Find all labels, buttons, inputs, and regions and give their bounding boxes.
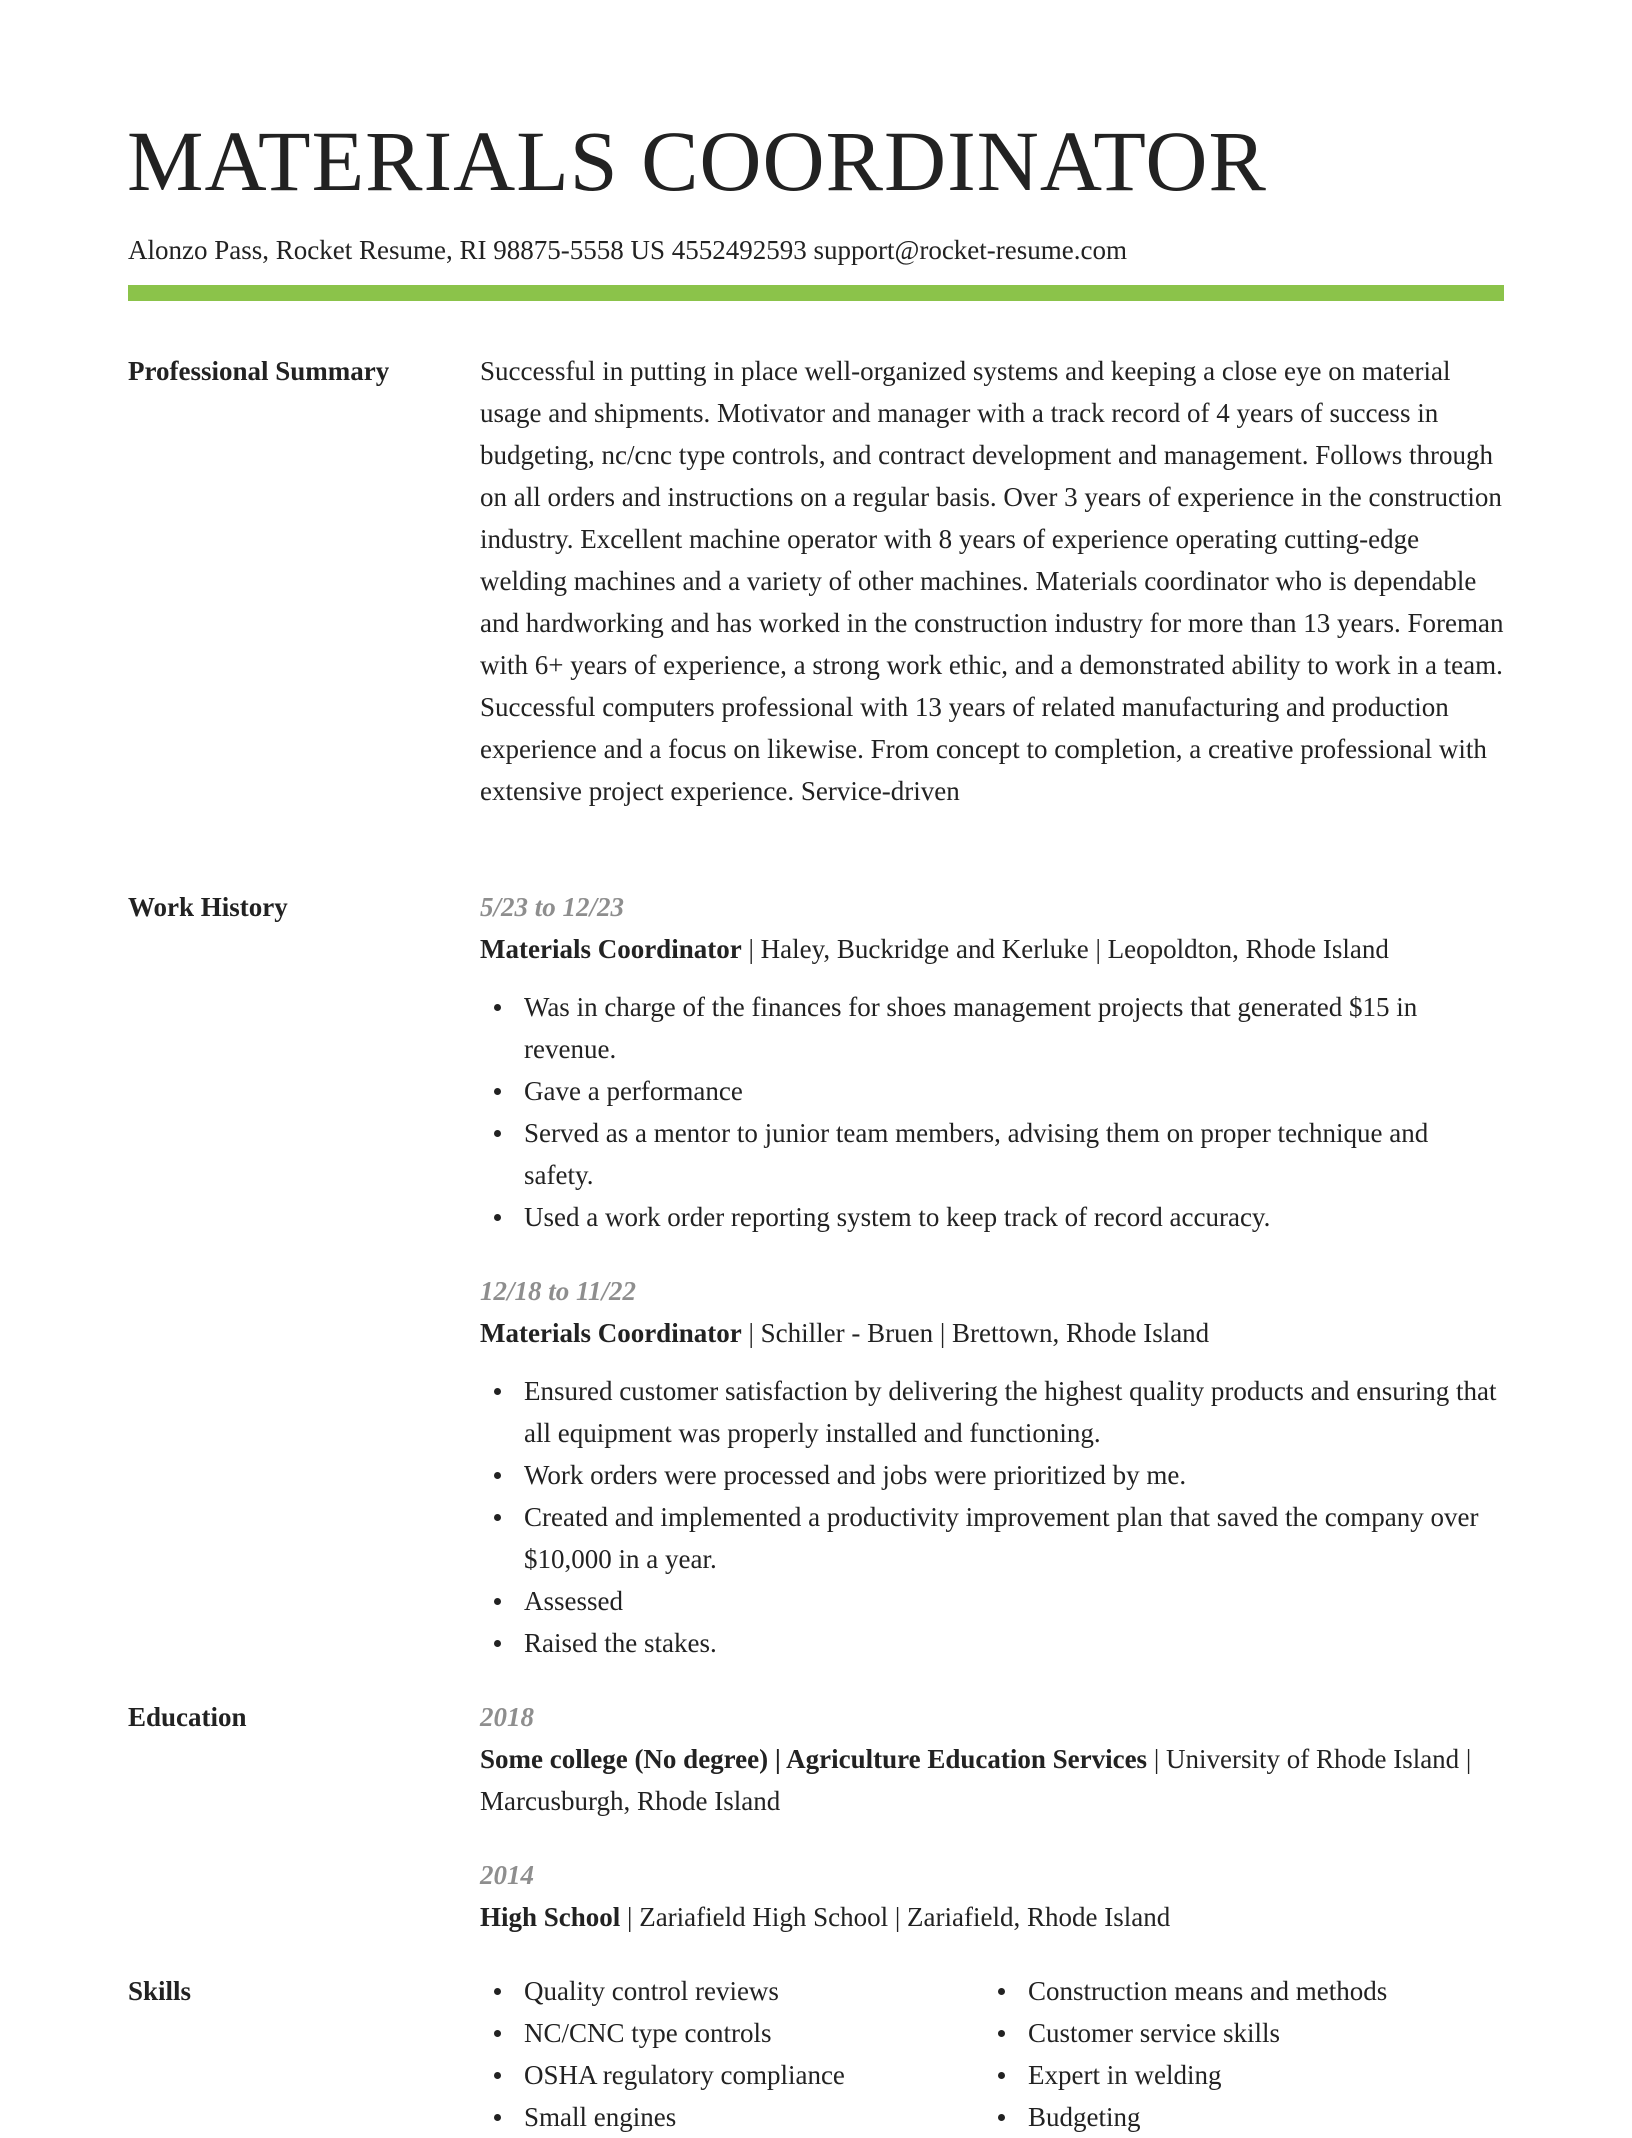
list-item: Small engines bbox=[480, 2096, 980, 2138]
job-heading bbox=[480, 1312, 1504, 1354]
education-school-location: | Zariafield High School | Zariafield, Rhode Island bbox=[620, 1902, 1171, 1932]
list-item: Construction means and methods bbox=[984, 1970, 1504, 2012]
contact-line: Alonzo Pass, Rocket Resume, RI 98875-5558 US 4552492593 support@rocket-resume.com bbox=[128, 235, 1127, 265]
list-item: Customer service skills bbox=[984, 2012, 1504, 2054]
summary-text: Successful in putting in place well-organized systems and keeping a close eye on material usage and shipments. Motivator and manager with a track record of 4 years of success in budgeting, nc/cnc type controls, and contract development and management. Follows through on all orders and instructions on a regular basis. Over 3 years of experience in the construction industry. Excellent machine operator with 8 years of experience operating cutting-edge welding machines and a variety of other machines. Materials coordinator who is dependable and hardworking and has worked in the construction industry for more than 13 years. Foreman with 6+ years of experience, a strong work ethic, and a demonstrated ability to work in a team. Successful computers professional with 13 years of related manufacturing and production experience and a focus on likewise. From concept to completion, a creative professional with extensive project experience. Service-driven bbox=[480, 356, 1504, 806]
job-entry bbox=[480, 1270, 1504, 1664]
accent-divider bbox=[128, 285, 1504, 301]
education-entry bbox=[480, 1696, 1504, 1822]
list-item: Served as a mentor to junior team members, advising them on proper technique and safety. bbox=[480, 1112, 1504, 1196]
section-label-education: Education bbox=[128, 1702, 247, 1732]
section-label-work-history: Work History bbox=[128, 892, 288, 922]
list-item: Quality control reviews bbox=[480, 1970, 980, 2012]
list-item: NC/CNC type controls bbox=[480, 2012, 980, 2054]
section-label-skills: Skills bbox=[128, 1976, 192, 2006]
list-item: Expert in welding bbox=[984, 2054, 1504, 2096]
list-item: Work orders were processed and jobs were prioritized by me. bbox=[480, 1454, 1504, 1496]
education-year: 2014 bbox=[480, 1860, 534, 1890]
education-heading bbox=[480, 1738, 1504, 1822]
education-degree: High School bbox=[480, 1902, 621, 1932]
job-dates: 12/18 to 11/22 bbox=[480, 1276, 637, 1306]
skills-list bbox=[480, 1970, 1504, 2132]
education-year: 2018 bbox=[480, 1702, 534, 1732]
list-item: Assessed bbox=[480, 1580, 1504, 1622]
education-heading bbox=[480, 1896, 1504, 1938]
job-heading bbox=[480, 928, 1504, 970]
education-entry bbox=[480, 1854, 1504, 1938]
resume-title: MATERIALS COORDINATOR bbox=[127, 113, 1267, 209]
list-item: Used a work order reporting system to keep track of record accuracy. bbox=[480, 1196, 1504, 1238]
list-item: Budgeting bbox=[984, 2096, 1504, 2138]
job-bullets bbox=[480, 1370, 1504, 1664]
list-item: Gave a performance bbox=[480, 1070, 1504, 1112]
education-degree: Some college (No degree) | Agriculture Education Services bbox=[480, 1744, 1148, 1774]
list-item: Created and implemented a productivity improvement plan that saved the company over $10,000 in a year. bbox=[480, 1496, 1504, 1580]
skills-column-left bbox=[480, 1970, 980, 2138]
list-item: Was in charge of the finances for shoes management projects that generated $15 in revenue. bbox=[480, 986, 1504, 1070]
education-school-location: | University of Rhode Island | Marcusburgh, Rhode Island bbox=[480, 1744, 1472, 1816]
job-employer-location: | Haley, Buckridge and Kerluke | Leopoldton, Rhode Island bbox=[741, 934, 1389, 964]
job-entry bbox=[480, 886, 1504, 1238]
skills-column-right bbox=[984, 1970, 1504, 2138]
list-item: OSHA regulatory compliance bbox=[480, 2054, 980, 2096]
job-employer-location: | Schiller - Bruen | Brettown, Rhode Island bbox=[741, 1318, 1210, 1348]
job-title: Materials Coordinator bbox=[480, 1318, 742, 1348]
section-label-summary: Professional Summary bbox=[128, 356, 390, 386]
list-item: Raised the stakes. bbox=[480, 1622, 1504, 1664]
job-title: Materials Coordinator bbox=[480, 934, 742, 964]
job-dates: 5/23 to 12/23 bbox=[480, 892, 625, 922]
list-item: Ensured customer satisfaction by delivering the highest quality products and ensuring that all equipment was properly installed and functioning. bbox=[480, 1370, 1504, 1454]
job-bullets bbox=[480, 986, 1504, 1238]
